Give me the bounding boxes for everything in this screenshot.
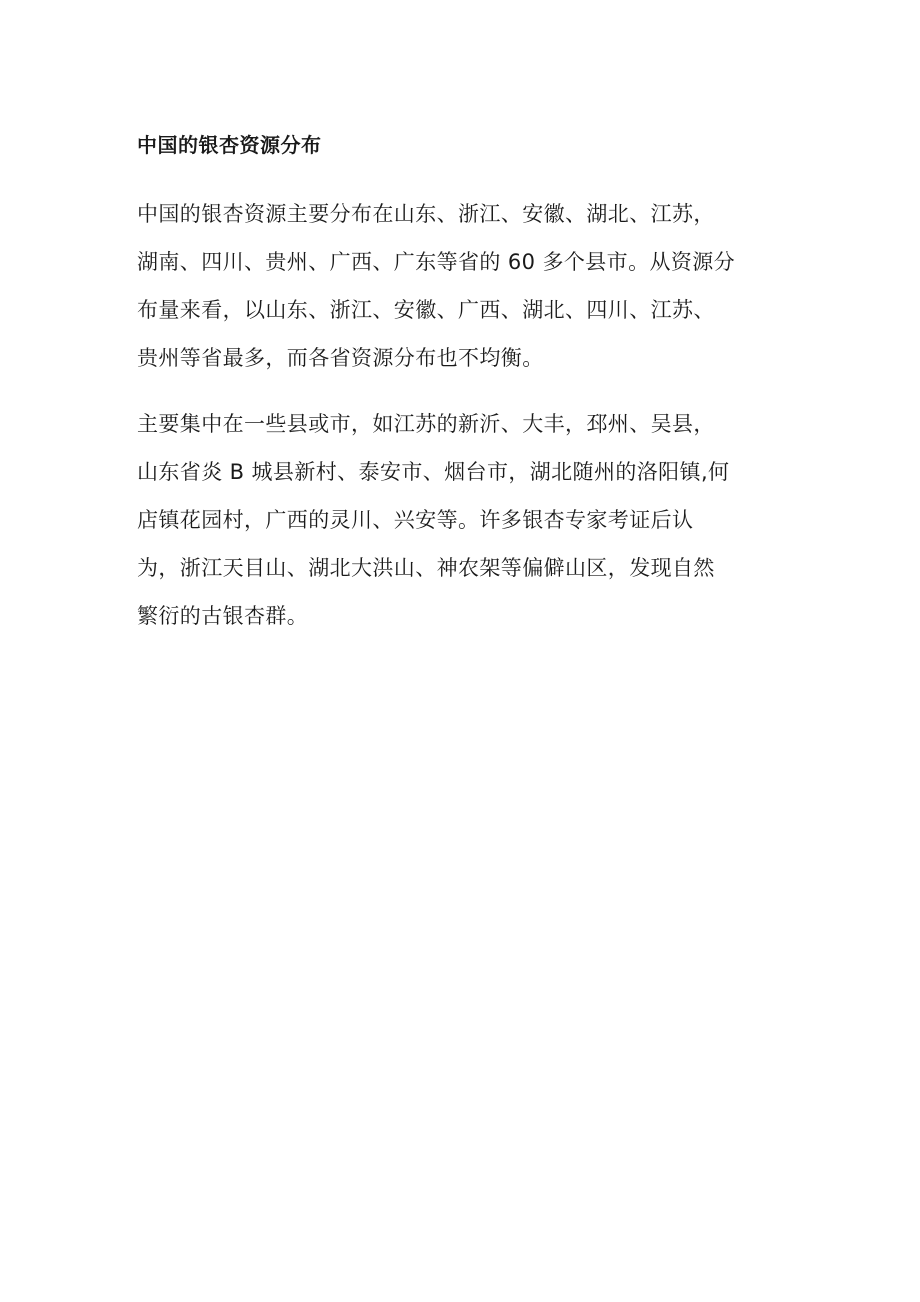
paragraph-line: 为，浙江天目山、湖北大洪山、神农架等偏僻山区，发现自然 bbox=[137, 556, 715, 580]
paragraph-line: 布量来看，以山东、浙江、安徽、广西、湖北、四川、江苏、 bbox=[137, 298, 715, 322]
paragraph-1 bbox=[137, 194, 797, 386]
document-title: 中国的银杏资源分布 bbox=[137, 133, 322, 157]
paragraph-line: 贵州等省最多，而各省资源分布也不均衡。 bbox=[137, 346, 544, 370]
paragraph-2 bbox=[137, 404, 797, 644]
paragraph-line: 山东省炎 B 城县新村、泰安市、烟台市，湖北随州的洛阳镇,何 bbox=[137, 460, 730, 484]
paragraph-line: 繁衍的古银杏群。 bbox=[137, 604, 309, 628]
paragraph-line: 湖南、四川、贵州、广西、广东等省的 60 多个县市。从资源分 bbox=[137, 250, 736, 274]
paragraph-line: 中国的银杏资源主要分布在山东、浙江、安徽、湖北、江苏， bbox=[137, 202, 715, 226]
paragraph-line: 主要集中在一些县或市，如江苏的新沂、大丰，邳州、吴县， bbox=[137, 412, 715, 436]
paragraph-line: 店镇花园村，广西的灵川、兴安等。许多银杏专家考证后认 bbox=[137, 508, 694, 532]
